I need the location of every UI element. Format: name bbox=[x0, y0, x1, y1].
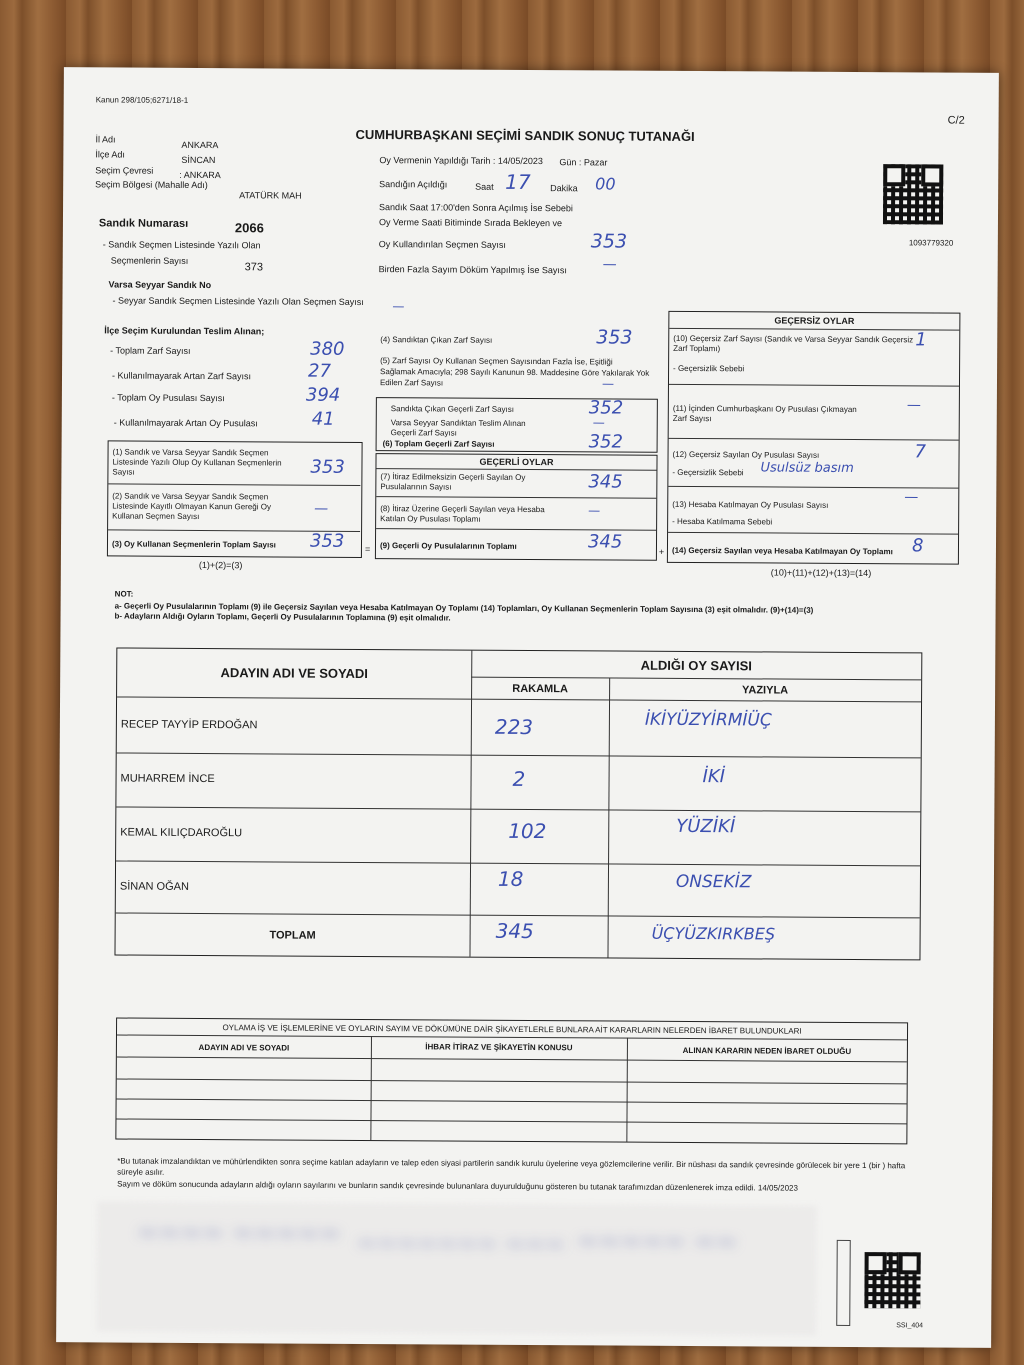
ballots-value: 394 bbox=[305, 384, 341, 406]
unused-ballots-value: 41 bbox=[311, 408, 335, 430]
r14-value: 8 bbox=[911, 535, 924, 557]
queue-label: Oy Verme Saati Bitiminde Sırada Bekleyen ve bbox=[378, 217, 563, 229]
box-number-label: Sandık Numarası bbox=[98, 217, 189, 230]
registered-value: 373 bbox=[244, 261, 264, 274]
envelopes-label: - Toplam Zarf Sayısı bbox=[110, 345, 191, 356]
mobile-env-label: Varsa Seyyar Sandıktan Teslim Alınan Geçerli Zarf Sayısı bbox=[390, 418, 526, 438]
r6-label: (6) Toplam Geçerli Zarf Sayısı bbox=[382, 439, 495, 449]
envelopes-value: 380 bbox=[310, 338, 345, 360]
r14-label: (14) Geçersiz Sayılan veya Hesaba Katılmayan Oy Toplamı bbox=[671, 545, 893, 557]
blurred-signature-3: ~~~~~ ~~ bbox=[576, 1226, 738, 1258]
mobile-box-label: Varsa Seyyar Sandık No bbox=[108, 279, 212, 291]
opened-label: Sandığın Açıldığı bbox=[379, 179, 448, 190]
candidate-digits-3: 102 bbox=[508, 818, 547, 844]
province-value: ANKARA bbox=[181, 139, 219, 151]
registered-label-1: - Sandık Seçmen Listesinde Yazılı Olan bbox=[102, 239, 261, 251]
r9-label: (9) Geçerli Oy Pusulalarının Toplamı bbox=[379, 541, 517, 551]
r7-label: (7) İtiraz Edilmeksizin Geçerli Sayılan Oy Pusulalarının Sayısı bbox=[380, 472, 526, 492]
r5-value: — bbox=[601, 376, 615, 391]
hour-value: 17 bbox=[505, 169, 531, 195]
complaints-title: OYLAMA İŞ VE İŞLEMLERİNE VE OYLARIN SAYIM VE DÖKÜMÜNE DAİR ŞİKAYETLERLE BUNLARA AİT KARARLARIN NELERDEN İBARET BULUNDUKLARI bbox=[222, 1023, 802, 1036]
result-sheet bbox=[56, 67, 999, 1348]
invalid-votes-box bbox=[667, 311, 961, 565]
results-table bbox=[114, 647, 922, 960]
col-words: YAZIYLA bbox=[742, 684, 789, 697]
complaints-col-name: ADAYIN ADI VE SOYADI bbox=[198, 1042, 290, 1053]
candidate-name-3: KEMAL KILIÇDAROĞLU bbox=[120, 826, 243, 840]
minute-label: Dakika bbox=[550, 183, 578, 194]
r12-reason-value: Usulsüz basım bbox=[760, 460, 854, 476]
mobile-voters-value: — bbox=[392, 299, 405, 314]
col-votes: ALDIĞI OY SAYISI bbox=[640, 657, 752, 674]
registered-label-2: Seçmenlerin Sayısı bbox=[110, 255, 189, 266]
candidate-digits-2: 2 bbox=[512, 766, 526, 791]
hour-label: Saat bbox=[475, 181, 494, 192]
unused-envelopes-label: - Kullanılmayarak Artan Zarf Sayısı bbox=[111, 370, 252, 382]
complaints-col-decision: ALINAN KARARIN NEDEN İBARET OLDUĞU bbox=[682, 1045, 852, 1056]
invalid-formula: (10)+(11)+(12)+(13)=(14) bbox=[770, 567, 872, 579]
district-value: SİNCAN bbox=[181, 154, 216, 166]
complaints-table bbox=[115, 1017, 908, 1144]
blurred-signature-1: ~~~~ ~~~~~ bbox=[136, 1217, 342, 1249]
r10-value: 1 bbox=[915, 329, 927, 351]
neighborhood-value: ATATÜRK MAH bbox=[239, 190, 302, 201]
r10-label: (10) Geçersiz Zarf Sayısı (Sandık ve Varsa Seyyar Sandık Geçersiz Zarf Toplamı) bbox=[673, 333, 914, 354]
voters-used-label: Oy Kullandırılan Seçmen Sayısı bbox=[378, 239, 506, 250]
candidate-words-2: İKİ bbox=[702, 766, 726, 788]
candidate-words-4: ONSEKİZ bbox=[675, 871, 752, 893]
barcode-strip bbox=[836, 1240, 851, 1326]
r1-label: (1) Sandık ve Varsa Seyyar Sandık Seçmen Listesinde Yazılı Olup Oy Kullanan Seçmenlerin Sayısı bbox=[112, 447, 282, 477]
voters-formula: (1)+(2)=(3) bbox=[198, 559, 243, 571]
candidate-digits-1: 223 bbox=[494, 714, 534, 740]
candidate-name-4: SİNAN OĞAN bbox=[119, 880, 190, 893]
total-digits: 345 bbox=[495, 918, 534, 944]
r11-label: (11) İçinden Cumhurbaşkanı Oy Pusulası Çıkmayan Zarf Sayısı bbox=[672, 403, 857, 424]
candidate-words-1: İKİYÜZYİRMİÜÇ bbox=[644, 709, 772, 731]
received-title: İlçe Seçim Kurulundan Teslim Alınan; bbox=[104, 325, 265, 337]
r13-label: (13) Hesaba Katılmayan Oy Pusulası Sayısı bbox=[672, 499, 829, 510]
equals-sign: = bbox=[364, 544, 371, 555]
valid-votes-title: GEÇERLİ OYLAR bbox=[479, 456, 554, 468]
note-title: NOT: bbox=[114, 589, 134, 599]
complaints-col-subject: İHBAR İTİRAZ VE ŞİKAYETİN KONUSU bbox=[425, 1042, 573, 1053]
r4-label: (4) Sandıktan Çıkan Zarf Sayısı bbox=[380, 335, 493, 345]
form-code: C/2 bbox=[947, 114, 965, 127]
ballots-label: - Toplam Oy Pusulası Sayısı bbox=[111, 392, 225, 404]
r3-label: (3) Oy Kullanan Seçmenlerin Toplam Sayısı bbox=[111, 539, 276, 550]
box-number-value: 2066 bbox=[234, 220, 264, 236]
constituency-value: : ANKARA bbox=[179, 169, 221, 181]
unused-envelopes-value: 27 bbox=[307, 360, 332, 382]
after17-label: Sandık Saat 17:00'den Sonra Açılmış İse Sebebi bbox=[379, 202, 573, 214]
minute-value: 00 bbox=[595, 174, 616, 194]
total-words: ÜÇYÜZKIRKBEŞ bbox=[651, 923, 776, 944]
neighborhood-label: Seçim Bölgesi (Mahalle Adı) bbox=[95, 179, 208, 191]
col-digits: RAKAMLA bbox=[512, 682, 568, 696]
constituency-label: Seçim Çevresi bbox=[95, 165, 154, 176]
valid-votes-box bbox=[375, 453, 658, 561]
note-b: b- Adayların Aldığı Oyların Toplamı, Geçerli Oy Pusulalarının Toplamına (9) eşit olmalıdır. bbox=[114, 611, 451, 623]
serial-number: 1093779320 bbox=[908, 238, 954, 248]
r13-reason-label: - Hesaba Katılmama Sebebi bbox=[672, 516, 773, 527]
r13-value: — bbox=[904, 489, 919, 506]
r8-value: — bbox=[588, 503, 601, 518]
r9-value: 345 bbox=[587, 531, 623, 553]
blurred-signature-2: ~~~~~~~ ~~~ bbox=[356, 1228, 566, 1259]
r6-value: 352 bbox=[588, 431, 624, 453]
note-a: a- Geçerli Oy Pusulalarının Toplamı (9) ile Geçersiz Sayılan veya Hesaba Katılmayan Oy Toplamı (14) Toplamları, Oy Kullanan Seçmenlerin Toplam Sayısına (3) eşit olmalıdır. (9)+(14)=(3) bbox=[114, 601, 814, 615]
form-id: SSI_404 bbox=[896, 1322, 924, 1330]
r7-value: 345 bbox=[588, 471, 623, 493]
mobile-env-value: — bbox=[592, 415, 605, 430]
bottom-qr-code-icon bbox=[864, 1252, 920, 1308]
valid-envelopes-box bbox=[376, 397, 658, 453]
district-label: İlçe Adı bbox=[95, 149, 125, 160]
total-label: TOPLAM bbox=[269, 929, 316, 942]
vote-day: Gün : Pazar bbox=[559, 157, 608, 168]
valid-env-label: Sandıkta Çıkan Geçerli Zarf Sayısı bbox=[390, 404, 515, 414]
r12-reason-label: - Geçersizlik Sebebi bbox=[672, 467, 744, 478]
plus-sign: + bbox=[658, 546, 665, 557]
r3-value: 353 bbox=[309, 530, 345, 552]
r2-label: (2) Sandık ve Varsa Seyyar Sandık Seçmen Listesinde Kayıtlı Olmayan Kanun Gereği Oy Kullanan Seçmen Sayısı bbox=[112, 491, 271, 521]
r10-reason-label: - Geçersizlik Sebebi bbox=[673, 363, 745, 374]
r4-value: 353 bbox=[596, 326, 633, 349]
multi-count-value: — bbox=[602, 256, 617, 273]
valid-env-value: 352 bbox=[588, 397, 624, 419]
voters-used-value: 353 bbox=[590, 230, 628, 253]
candidate-name-1: RECEP TAYYİP ERDOĞAN bbox=[120, 718, 258, 732]
vote-date: Oy Vermenin Yapıldığı Tarih : 14/05/2023 bbox=[379, 155, 543, 167]
r5-label: (5) Zarf Sayısı Oy Kullanan Seçmen Sayısından Fazla İse, Eşitliği Sağlamak Amacıyla; 298 Sayılı Kanunun 98. Maddesine Göre Yakılarak Yok Edilen Zarf Sayısı bbox=[379, 356, 650, 388]
mobile-voters-label: - Seyyar Sandık Seçmen Listesinde Yazılı Olan Seçmen Sayısı bbox=[112, 295, 364, 307]
col-candidate-name: ADAYIN ADI VE SOYADI bbox=[220, 665, 368, 682]
law-reference: Kanun 298/105;6271/18-1 bbox=[95, 95, 189, 105]
r11-value: — bbox=[906, 397, 921, 414]
footer-note-2: Sayım ve döküm sonucunda adayların aldığı oyların sayılarını ve bunların sandık çevresinde bulunanlara duyurulduğunu gösteren bu tutanak tarafımızdan düzenlenerek imza edildi. 14/05/2023 bbox=[117, 1179, 798, 1193]
r12-value: 7 bbox=[914, 441, 927, 463]
multi-count-label: Birden Fazla Sayım Döküm Yapılmış İse Sayısı bbox=[378, 264, 567, 276]
r8-label: (8) İtiraz Üzerine Geçerli Sayılan veya Hesaba Katılan Oy Pusulası Toplamı bbox=[380, 504, 545, 524]
footer-note-1: *Bu tutanak imzalandıktan ve mühürlendikten sonra seçime katılan adayların ve talep eden siyasi partilerin sandık kurulu üyelerine veya gözlemcilerine verilir. Bir nüshası da sandık çevresinde görülecek bir yere 1 (bir ) hafta süreyle asılır. bbox=[117, 1156, 906, 1177]
r2-value: — bbox=[314, 500, 329, 517]
form-title: CUMHURBAŞKANI SEÇİMİ SANDIK SONUÇ TUTANAĞI bbox=[355, 126, 695, 145]
r12-label: (12) Geçersiz Sayılan Oy Pusulası Sayısı bbox=[672, 449, 820, 460]
voters-box bbox=[107, 440, 363, 558]
qr-code-icon bbox=[883, 164, 943, 224]
invalid-votes-title: GEÇERSİZ OYLAR bbox=[774, 315, 855, 326]
candidate-digits-4: 18 bbox=[497, 866, 524, 891]
r1-value: 353 bbox=[310, 456, 345, 478]
candidate-name-2: MUHARREM İNCE bbox=[120, 772, 215, 786]
province-label: İl Adı bbox=[95, 134, 116, 145]
unused-ballots-label: - Kullanılmayarak Artan Oy Pusulası bbox=[113, 417, 258, 429]
candidate-words-3: YÜZİKİ bbox=[676, 815, 736, 838]
